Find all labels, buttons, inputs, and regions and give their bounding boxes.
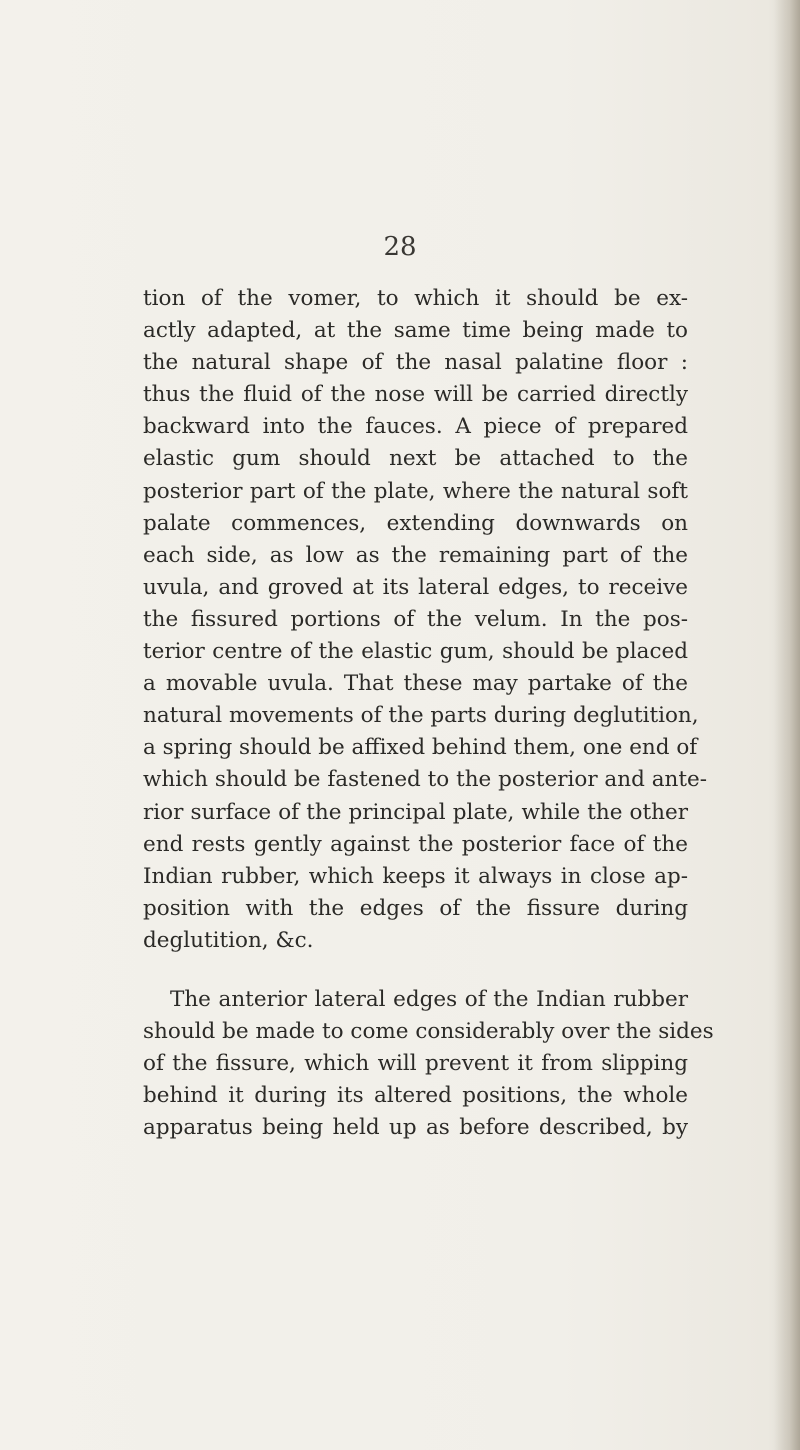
text-line: elastic gum should next be attached to the	[143, 446, 688, 472]
text-line: a spring should be affixed behind them, one end of	[143, 735, 698, 761]
text-line: which should be fastened to the posterior and ante-	[143, 767, 707, 793]
text-line: thus the fluid of the nose will be carried directly	[143, 382, 688, 408]
text-line: palate commences, extending downwards on	[143, 510, 688, 536]
text-line: apparatus being held up as before described, by	[143, 1115, 688, 1141]
text-line: a movable uvula. That these may partake of the	[143, 671, 688, 697]
text-line: of the fissure, which will prevent it from slipping	[143, 1051, 688, 1077]
text-line: Indian rubber, which keeps it always in close ap-	[143, 863, 688, 889]
text-line: terior centre of the elastic gum, should be placed	[143, 639, 688, 665]
text-line: posterior part of the plate, where the natural soft	[143, 478, 688, 504]
page-number: 28	[383, 232, 417, 262]
text-line: rior surface of the principal plate, while the other	[143, 799, 688, 825]
text-line: end rests gently against the posterior face of the	[143, 831, 688, 857]
text-line: backward into the fauces. A piece of prepared	[143, 414, 688, 440]
text-line: each side, as low as the remaining part of the	[143, 542, 688, 568]
text-line: tion of the vomer, to which it should be ex-	[143, 286, 688, 311]
text-line: natural movements of the parts during deglutition,	[143, 703, 699, 729]
page-edge-shadow	[774, 0, 800, 1450]
paragraph-gap	[143, 957, 688, 984]
text-line: actly adapted, at the same time being made to	[143, 318, 688, 344]
text-line: the fissured portions of the velum. In the pos-	[143, 606, 688, 632]
text-line: deglutition, &c.	[143, 927, 314, 953]
text-line: position with the edges of the fissure during	[143, 895, 688, 921]
text-line: The anterior lateral edges of the Indian rubber	[170, 986, 688, 1012]
text-line: should be made to come considerably over the sides	[143, 1019, 714, 1045]
body-text	[143, 283, 714, 1144]
text-line: uvula, and groved at its lateral edges, to receive	[143, 574, 688, 600]
paragraph-2	[143, 984, 714, 1144]
text-line: behind it during its altered positions, the whole	[143, 1083, 688, 1109]
text-line: the natural shape of the nasal palatine floor :	[143, 350, 688, 376]
paragraph-1	[143, 283, 707, 957]
